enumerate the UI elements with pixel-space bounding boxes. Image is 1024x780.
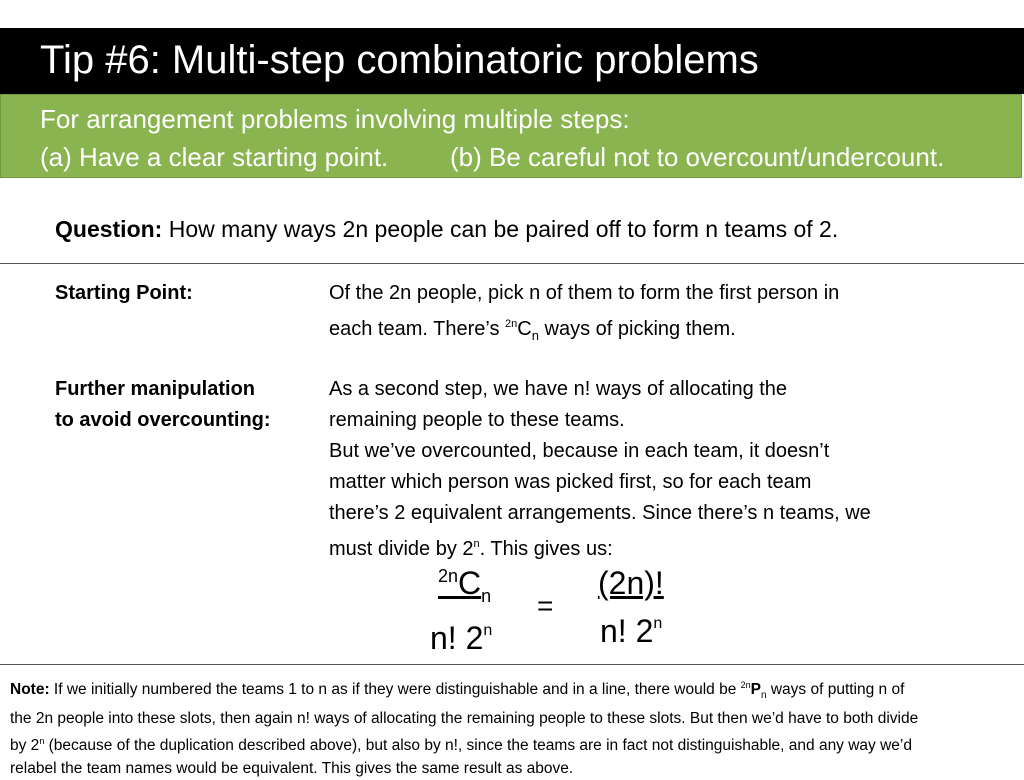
question xyxy=(55,216,838,243)
note-label: Note: xyxy=(10,681,50,698)
combination-superscript: 2n xyxy=(505,318,517,330)
question-text: How many ways 2n people can be paired off to form n teams of 2. xyxy=(169,216,839,242)
tip-point-a: (a) Have a clear starting point. xyxy=(40,142,388,173)
formula-left-num-sub: n xyxy=(481,586,491,606)
starting-point-line-1: Of the 2n people, pick n of them to form the first person in xyxy=(329,282,839,304)
starting-point-line-2-post: ways of picking them. xyxy=(539,318,736,340)
permutation-symbol: P xyxy=(751,681,761,698)
formula-left-num-sup: 2n xyxy=(438,566,458,586)
further-line-2: remaining people to these teams. xyxy=(329,409,625,431)
further-label-line-2: to avoid overcounting: xyxy=(55,409,271,431)
formula-equals: = xyxy=(537,590,553,622)
further-manipulation-text xyxy=(329,374,871,565)
formula-left-den-sup: n xyxy=(483,622,492,639)
further-manipulation-label xyxy=(55,374,271,436)
permutation-subscript: n xyxy=(761,690,767,701)
combination-symbol: C xyxy=(517,318,531,340)
note-line-1 xyxy=(10,674,1010,708)
tip-point-b: (b) Be careful not to overcount/undercount. xyxy=(450,142,944,173)
question-label: Question: xyxy=(55,216,162,242)
further-line-6-pre: must divide by 2 xyxy=(329,538,474,560)
note-line-2: the 2n people into these slots, then again n! ways of allocating the remaining people to these slots. But then we’d have to both divide xyxy=(10,708,1010,731)
note-line-1-pre: If we initially numbered the teams 1 to n as if they were distinguishable and in a line, there would be xyxy=(50,681,741,698)
formula-right-denominator xyxy=(600,613,662,650)
formula-left-denominator xyxy=(430,620,492,657)
note-line-4: relabel the team names would be equivalent. This gives the same result as above. xyxy=(10,758,1010,780)
note-line-1-post: ways of putting n of xyxy=(767,681,905,698)
starting-point-text xyxy=(329,278,839,351)
further-line-6-sup: n xyxy=(474,538,480,550)
further-label-line-1: Further manipulation xyxy=(55,378,255,400)
formula-right-den-main: n! 2 xyxy=(600,613,653,649)
divider-top xyxy=(0,263,1024,264)
tip-line-1: For arrangement problems involving multiple steps: xyxy=(40,104,630,135)
further-line-5: there’s 2 equivalent arrangements. Since there’s n teams, we xyxy=(329,502,871,524)
further-line-6-post: . This gives us: xyxy=(480,538,613,560)
starting-point-label: Starting Point: xyxy=(55,278,193,309)
note xyxy=(10,674,1010,780)
formula-left-num-main: C xyxy=(458,565,481,601)
note-line-3 xyxy=(10,730,1010,758)
note-line-3-sup: n xyxy=(39,736,44,746)
formula-left-den-main: n! 2 xyxy=(430,620,483,656)
starting-point-line-2-pre: each team. There’s xyxy=(329,318,505,340)
further-line-3: But we’ve overcounted, because in each team, it doesn’t xyxy=(329,440,829,462)
further-line-1: As a second step, we have n! ways of allocating the xyxy=(329,378,787,400)
note-line-3-pre: by 2 xyxy=(10,737,39,754)
further-line-4: matter which person was picked first, so for each team xyxy=(329,471,811,493)
formula-right-den-sup: n xyxy=(653,615,662,632)
note-line-3-post: (because of the duplication described above), but also by n!, since the teams are in fact not distinguishable, and any way we’d xyxy=(44,737,912,754)
combination-subscript: n xyxy=(532,328,539,343)
divider-bottom xyxy=(0,664,1024,665)
slide-title: Tip #6: Multi-step combinatoric problems xyxy=(40,38,759,83)
formula-right-numerator: (2n)! xyxy=(598,565,664,602)
formula-left-numerator xyxy=(438,565,491,607)
permutation-superscript: 2n xyxy=(741,680,751,690)
